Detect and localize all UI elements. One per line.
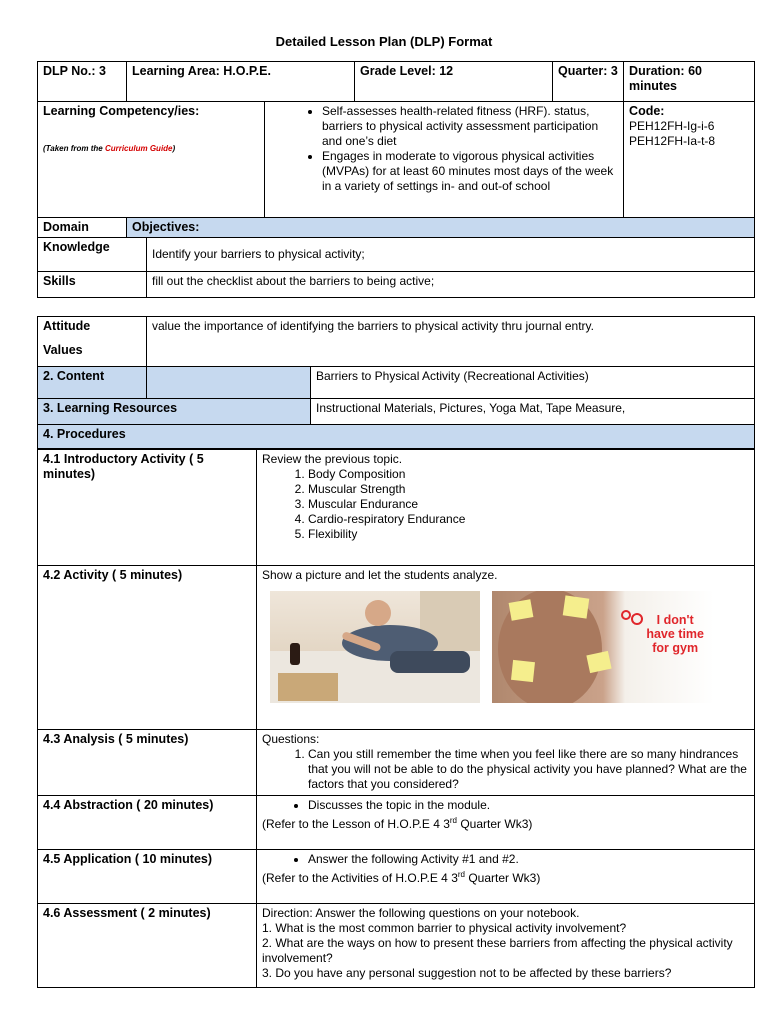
resources-label: 3. Learning Resources bbox=[38, 399, 311, 425]
analysis-item: 1. Can you still remember the time when you feel like there are so many hindrances that you will not be able to do the physical activity you have planned? What are the factors that you considered? bbox=[308, 747, 749, 792]
picture-time-for-gym bbox=[492, 591, 714, 703]
activity-label: 4.2 Activity ( 5 minutes) bbox=[38, 566, 257, 730]
code-value: PEH12FH-Ia-t-8 bbox=[629, 134, 716, 148]
application-ref: (Refer to the Activities of H.O.P.E 4 3rd Quarter Wk3) bbox=[262, 870, 541, 885]
assessment-line: 3. Do you have any personal suggestion not to be affected by these barriers? bbox=[262, 966, 672, 980]
application-label: 4.5 Application ( 10 minutes) bbox=[38, 850, 257, 904]
application-item: • Answer the following Activity #1 and #2. bbox=[308, 852, 749, 867]
assessment-line: Direction: Answer the following questions on your notebook. bbox=[262, 906, 580, 920]
intro-item: 5. Flexibility bbox=[308, 527, 749, 542]
intro-label: 4.1 Introductory Activity ( 5 minutes) bbox=[38, 450, 257, 566]
code-value: PEH12FH-Ig-i-6 bbox=[629, 119, 715, 133]
domain-label: Domain bbox=[38, 218, 127, 238]
abstraction-item: • Discusses the topic in the module. bbox=[308, 798, 749, 813]
intro-item: 1. Body Composition bbox=[308, 467, 749, 482]
competency-item: • Self-assesses health-related fitness (HRF). status, barriers to physical activity assessment participation and one’s diet bbox=[322, 104, 618, 149]
picture-man-resting bbox=[270, 591, 480, 703]
content-blank bbox=[147, 367, 311, 399]
dlp-info-table bbox=[37, 61, 755, 298]
analysis-text: Questions: bbox=[262, 732, 320, 746]
competency-item: • Engages in moderate to vigorous physical activities (MVPAs) for at least 60 minutes most days of the week in a variety of settings in- and out-of school bbox=[322, 149, 618, 194]
attitude-text: value the importance of identifying the barriers to physical activity thru journal entry. bbox=[147, 317, 755, 367]
abstraction-cell bbox=[257, 796, 755, 850]
assessment-line: 2. What are the ways on how to present these barriers from affecting the physical activity involvement? bbox=[262, 936, 733, 965]
intro-cell bbox=[257, 450, 755, 566]
curriculum-guide-link[interactable]: Curriculum Guide bbox=[104, 144, 173, 153]
code-cell bbox=[624, 102, 755, 218]
assessment-label: 4.6 Assessment ( 2 minutes) bbox=[38, 904, 257, 988]
application-cell bbox=[257, 850, 755, 904]
abstraction-label: 4.4 Abstraction ( 20 minutes) bbox=[38, 796, 257, 850]
content-label: 2. Content bbox=[38, 367, 147, 399]
procedures-table bbox=[37, 449, 755, 988]
intro-text: Review the previous topic. bbox=[262, 452, 403, 466]
intro-item: 3. Muscular Endurance bbox=[308, 497, 749, 512]
skills-label: Skills bbox=[38, 272, 147, 298]
competency-label-cell bbox=[38, 102, 265, 218]
competency-label: Learning Competency/ies: bbox=[43, 104, 200, 118]
knowledge-label: Knowledge bbox=[38, 238, 147, 272]
grade-level: Grade Level: 12 bbox=[355, 62, 553, 102]
quarter: Quarter: 3 bbox=[553, 62, 624, 102]
abstraction-ref: (Refer to the Lesson of H.O.P.E 4 3rd Quarter Wk3) bbox=[262, 816, 533, 831]
code-label: Code: bbox=[629, 104, 665, 118]
values-label: Values bbox=[43, 343, 83, 357]
activity-pictures bbox=[262, 591, 749, 709]
intro-item: 2. Muscular Strength bbox=[308, 482, 749, 497]
content-text: Barriers to Physical Activity (Recreational Activities) bbox=[311, 367, 755, 399]
learning-area: Learning Area: H.O.P.E. bbox=[127, 62, 355, 102]
knowledge-text: Identify your barriers to physical activity; bbox=[147, 238, 755, 272]
procedures-label: 4. Procedures bbox=[38, 425, 755, 449]
duration: Duration: 60 minutes bbox=[624, 62, 755, 102]
objectives-label: Objectives: bbox=[127, 218, 755, 238]
assessment-cell bbox=[257, 904, 755, 988]
attitude-values-cell bbox=[38, 317, 147, 367]
curriculum-note: (Taken from the Curriculum Guide) bbox=[43, 144, 176, 153]
intro-item: 4. Cardio-respiratory Endurance bbox=[308, 512, 749, 527]
activity-cell bbox=[257, 566, 755, 730]
assessment-line: 1. What is the most common barrier to physical activity involvement? bbox=[262, 921, 627, 935]
attitude-label: Attitude bbox=[43, 319, 91, 333]
analysis-label: 4.3 Analysis ( 5 minutes) bbox=[38, 730, 257, 796]
dlp-no: DLP No.: 3 bbox=[38, 62, 127, 102]
competency-items bbox=[265, 102, 624, 218]
skills-text: fill out the checklist about the barriers to being active; bbox=[147, 272, 755, 298]
page-title: Detailed Lesson Plan (DLP) Format bbox=[275, 34, 493, 49]
lesson-table bbox=[37, 316, 755, 449]
resources-text: Instructional Materials, Pictures, Yoga Mat, Tape Measure, bbox=[311, 399, 755, 425]
analysis-cell bbox=[257, 730, 755, 796]
activity-text: Show a picture and let the students analyze. bbox=[262, 568, 498, 582]
gym-caption: I don't have time for gym bbox=[646, 613, 704, 655]
